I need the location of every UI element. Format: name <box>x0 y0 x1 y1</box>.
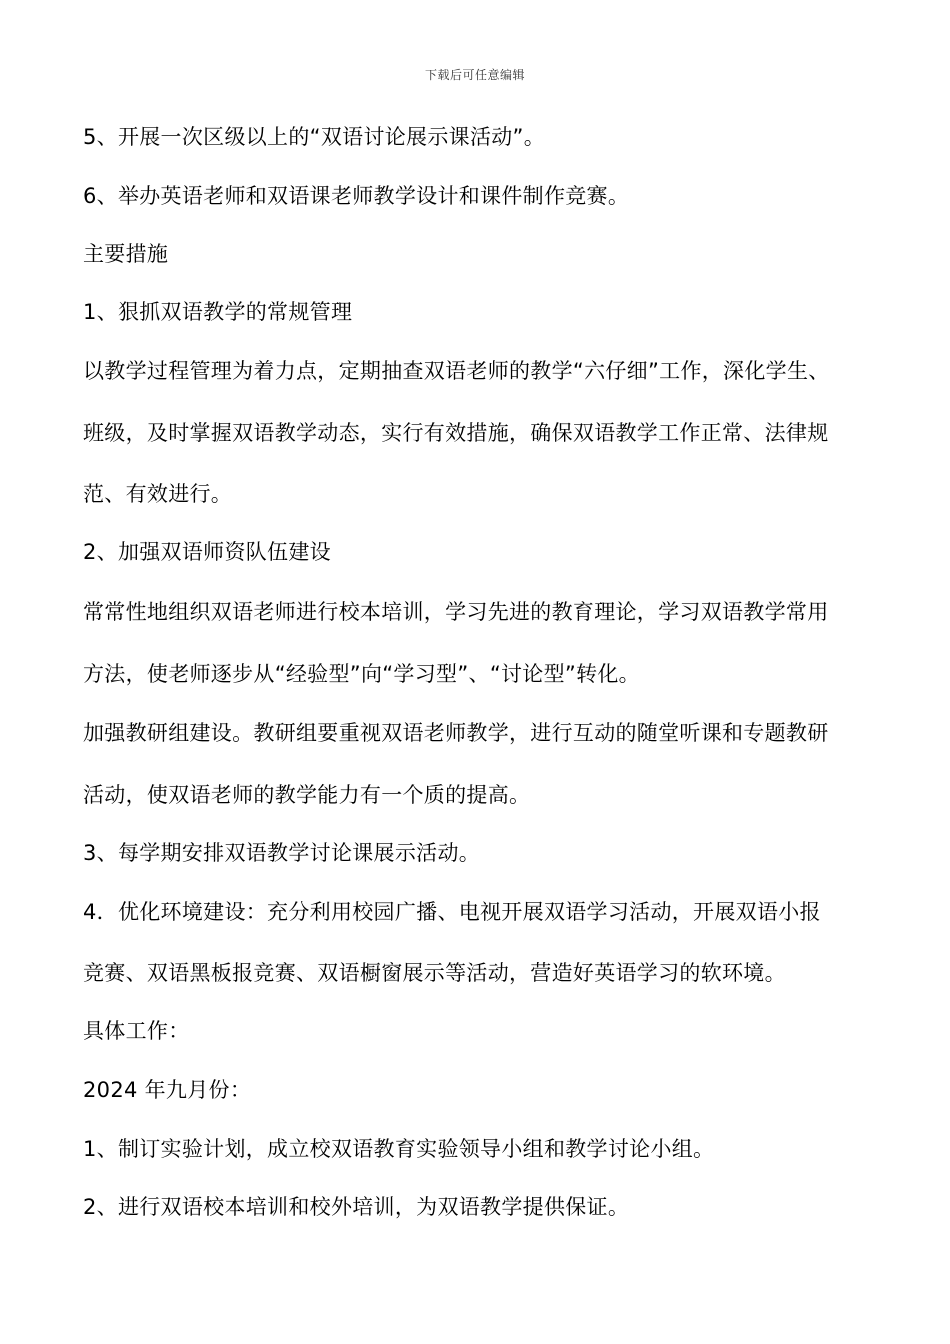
paragraph-line: 加强教研组建设。教研组要重视双语老师教学，进行互动的随堂听课和专题教研 <box>83 721 829 745</box>
paragraph-line: 方法，使老师逐步从“经验型”向“学习型”、“讨论型”转化。 <box>83 662 640 686</box>
paragraph-line: 班级，及时掌握双语教学动态，实行有效措施，确保双语教学工作正常、法律规 <box>83 421 829 445</box>
measure-2-heading: 2、加强双语师资队伍建设 <box>83 540 331 564</box>
item-5-line: 5、开展一次区级以上的“双语讨论展示课活动”。 <box>83 125 546 149</box>
paragraph-line: 范、有效进行。 <box>83 482 233 506</box>
page-header-note: 下载后可任意编辑 <box>424 68 525 82</box>
paragraph-line: 竞赛、双语黑板报竞赛、双语橱窗展示等活动，营造好英语学习的软环境。 <box>83 961 786 985</box>
month-heading: 2024 年九月份： <box>83 1078 252 1102</box>
paragraph-line: 常常性地组织双语老师进行校本培训，学习先进的教育理论，学习双语教学常用 <box>83 600 829 624</box>
work-item-1-line: 1、制订实验计划，成立校双语教育实验领导小组和教学讨论小组。 <box>83 1137 715 1161</box>
paragraph-line: 4．优化环境建设：充分利用校园广播、电视开展双语学习活动，开展双语小报 <box>83 900 821 924</box>
item-6-line: 6、举办英语老师和双语课老师教学设计和课件制作竞赛。 <box>83 184 630 208</box>
section-heading-specific-work: 具体工作： <box>83 1019 190 1043</box>
paragraph-line: 活动，使双语老师的教学能力有一个质的提高。 <box>83 783 531 807</box>
measure-3-line: 3、每学期安排双语教学讨论课展示活动。 <box>83 841 481 865</box>
measure-1-heading: 1、狠抓双语教学的常规管理 <box>83 300 353 324</box>
work-item-2-line: 2、进行双语校本培训和校外培训，为双语教学提供保证。 <box>83 1195 630 1219</box>
paragraph-line: 以教学过程管理为着力点，定期抽查双语老师的教学“六仔细”工作，深化学生、 <box>83 359 830 383</box>
section-heading-main-measures: 主要措施 <box>83 242 169 266</box>
